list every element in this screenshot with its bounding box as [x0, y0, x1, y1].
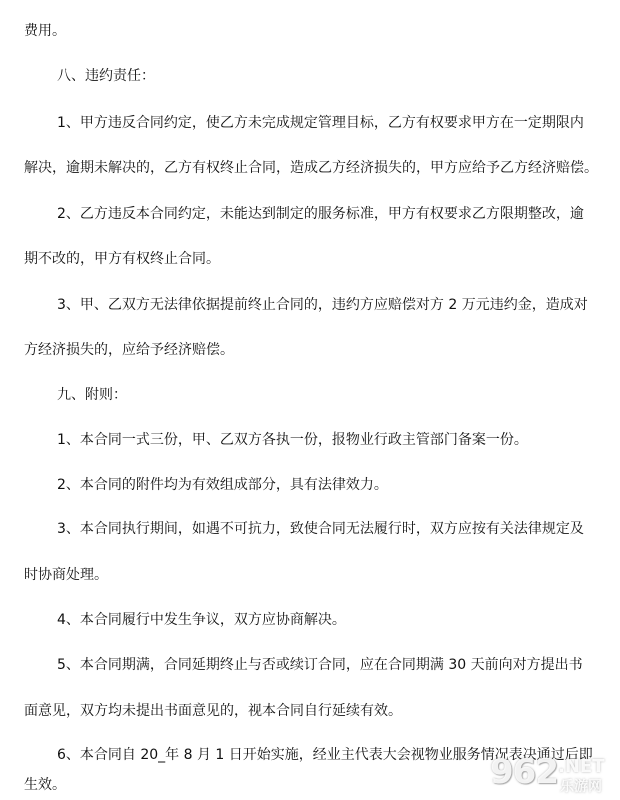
clause-8-2-line-1: 2、乙方违反本合同约定，未能达到制定的服务标准，甲方有权要求乙方限期整改，逾	[57, 206, 584, 222]
clause-9-3-line-1: 3、本合同执行期间，如遇不可抗力，致使合同无法履行时，双方应按有关法律规定及	[57, 521, 584, 537]
text-line-fees-end: 费用。	[24, 23, 66, 39]
clause-9-6-line-1: 6、本合同自 20_年 8 月 1 日开始实施，经业主代表大会视物业服务情况表决通过后即	[57, 747, 593, 763]
watermark-domain: .NET	[558, 756, 605, 777]
site-watermark-logo	[490, 754, 612, 796]
clause-9-4: 4、本合同履行中发生争议，双方应协商解决。	[57, 612, 346, 628]
clause-9-6-line-2: 生效。	[24, 777, 66, 793]
clause-9-1: 1、本合同一式三份，甲、乙双方各执一份，报物业行政主管部门备案一份。	[57, 432, 528, 448]
clause-9-5-line-2: 面意见，双方均未提出书面意见的，视本合同自行延续有效。	[24, 703, 402, 719]
watermark-site-name: 乐游网	[560, 779, 602, 795]
clause-8-1-line-2: 解决，逾期未解决的，乙方有权终止合同，造成乙方经济损失的，甲方应给予乙方经济赔偿。	[24, 160, 598, 176]
section-heading-liability: 八、违约责任：	[57, 68, 155, 84]
clause-9-2: 2、本合同的附件均为有效组成部分，具有法律效力。	[57, 477, 388, 493]
clause-9-3-line-2: 时协商处理。	[24, 567, 108, 583]
section-heading-appendix: 九、附则：	[57, 387, 127, 403]
clause-9-5-line-1: 5、本合同期满，合同延期终止与否或续订合同，应在合同期满 30 天前向对方提出书	[57, 657, 583, 673]
clause-8-3-line-2: 方经济损失的，应给予经济赔偿。	[24, 342, 234, 358]
clause-8-1-line-1: 1、甲方违反合同约定，使乙方未完成规定管理目标，乙方有权要求甲方在一定期限内	[57, 115, 584, 131]
clause-8-2-line-2: 期不改的，甲方有权终止合同。	[24, 251, 220, 267]
clause-8-3-line-1: 3、甲、乙双方无法律依据提前终止合同的，违约方应赔偿对方 2 万元违约金，造成对	[57, 297, 588, 313]
watermark-number: 962	[490, 752, 558, 792]
